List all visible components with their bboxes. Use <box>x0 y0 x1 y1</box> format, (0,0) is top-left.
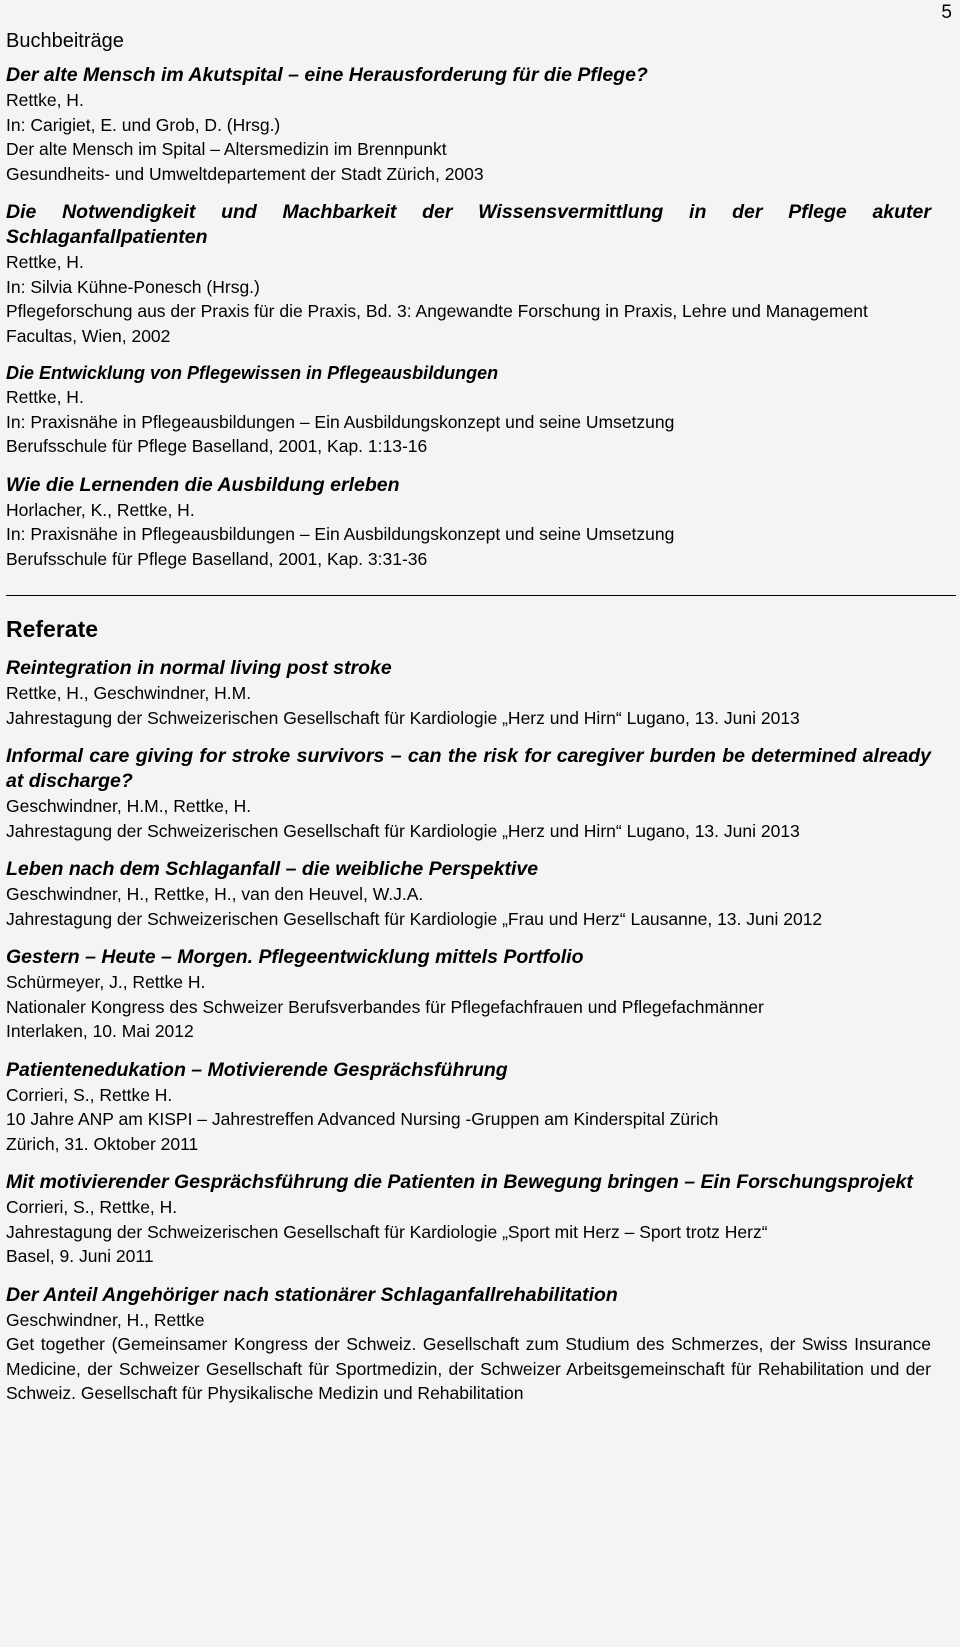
entry-title: Mit motivierender Gesprächsführung die Patienten in Bewegung bringen – Ein Forschungsprojekt <box>6 1171 913 1193</box>
talk-entry <box>6 744 931 843</box>
talk-entry <box>6 1170 931 1269</box>
entry-line: Berufsschule für Pflege Baselland, 2001, Kap. 1:13-16 <box>6 436 428 456</box>
entry-title: Gestern – Heute – Morgen. Pflegeentwicklung mittels Portfolio <box>6 946 584 968</box>
entry-title: Die Notwendigkeit und Machbarkeit der Wissensvermittlung in der Pflege akuter Schlaganfallpatienten <box>6 201 931 248</box>
entry-line: Jahrestagung der Schweizerischen Gesellschaft für Kardiologie „Frau und Herz“ Lausanne, 13. Juni 2012 <box>6 908 823 929</box>
entry-line: Gesundheits- und Umweltdepartement der Stadt Zürich, 2003 <box>6 163 484 184</box>
entry-title: Informal care giving for stroke survivors – can the risk for caregiver burden be determined already at discharge? <box>6 745 931 792</box>
entry-line: In: Praxisnähe in Pflegeausbildungen – Ein Ausbildungskonzept und seine Umsetzung <box>6 524 675 544</box>
entry-line: Jahrestagung der Schweizerischen Gesellschaft für Kardiologie „Herz und Hirn“ Lugano, 13. Juni 2013 <box>6 707 800 728</box>
entry-line: Der alte Mensch im Spital – Altersmedizin im Brennpunkt <box>6 139 447 159</box>
entry-title: Der Anteil Angehöriger nach stationärer Schlaganfallrehabilitation <box>6 1283 618 1306</box>
entry-line: Jahrestagung der Schweizerischen Gesellschaft für Kardiologie „Herz und Hirn“ Lugano, 13. Juni 2013 <box>6 820 800 841</box>
entry-line: Facultas, Wien, 2002 <box>6 325 171 346</box>
section-referate <box>6 614 931 1406</box>
publication-entry <box>6 473 931 572</box>
talk-entry <box>6 1058 931 1157</box>
entry-line: Zürich, 31. Oktober 2011 <box>6 1133 199 1154</box>
section-heading: Buchbeiträge <box>6 30 124 52</box>
entry-line: Basel, 9. Juni 2011 <box>6 1246 154 1266</box>
document-body <box>6 28 931 1420</box>
entry-line: Geschwindner, H., Rettke, H., van den Heuvel, W.J.A. <box>6 884 424 904</box>
entry-line: In: Silvia Kühne-Ponesch (Hrsg.) <box>6 276 260 297</box>
entry-line: Nationaler Kongress des Schweizer Berufsverbandes für Pflegefachfrauen und Pflegefachmänner <box>6 996 764 1017</box>
entry-line: Rettke, H., Geschwindner, H.M. <box>6 683 252 703</box>
entry-line: Get together (Gemeinsamer Kongress der Schweiz. Gesellschaft zum Studium des Schmerzes, der Swiss Insurance Medicine, der Schweizer Gesellschaft für Sportmedizin, der Schweizer Arbeitsgemeinschaft für Rehabilitation und der Schweiz. Gesellschaft für Physikalische Medizin und Rehabilitation <box>6 1334 931 1403</box>
entry-title: Leben nach dem Schlaganfall – die weibliche Perspektive <box>6 858 539 880</box>
entry-title: Patientenedukation – Motivierende Gesprächsführung <box>6 1058 508 1081</box>
entry-line: In: Carigiet, E. und Grob, D. (Hrsg.) <box>6 114 281 135</box>
entry-title: Der alte Mensch im Akutspital – eine Herausforderung für die Pflege? <box>6 64 648 86</box>
entry-line: Geschwindner, H.M., Rettke, H. <box>6 796 252 816</box>
section-heading: Referate <box>6 616 99 642</box>
entry-line: Berufsschule für Pflege Baselland, 2001, Kap. 3:31-36 <box>6 548 428 569</box>
talk-entry <box>6 945 931 1044</box>
publication-entry <box>6 63 931 186</box>
entry-line: Interlaken, 10. Mai 2012 <box>6 1021 194 1041</box>
talk-entry <box>6 857 931 931</box>
entry-title: Wie die Lernenden die Ausbildung erleben <box>6 473 400 496</box>
entry-line: Corrieri, S., Rettke, H. <box>6 1197 178 1217</box>
publication-entry <box>6 362 931 459</box>
entry-title: Reintegration in normal living post stroke <box>6 657 392 679</box>
section-divider <box>6 595 956 596</box>
entry-line: Rettke, H. <box>6 387 84 407</box>
talk-entry <box>6 1283 931 1406</box>
entry-title: Die Entwicklung von Pflegewissen in Pflegeausbildungen <box>6 363 499 383</box>
entry-line: Jahrestagung der Schweizerischen Gesellschaft für Kardiologie „Sport mit Herz – Sport trotz Herz“ <box>6 1221 768 1242</box>
entry-line: Horlacher, K., Rettke, H. <box>6 499 195 520</box>
entry-line: In: Praxisnähe in Pflegeausbildungen – Ein Ausbildungskonzept und seine Umsetzung <box>6 411 675 432</box>
entry-line: Schürmeyer, J., Rettke H. <box>6 972 206 992</box>
publication-entry <box>6 200 931 348</box>
entry-line: 10 Jahre ANP am KISPI – Jahrestreffen Advanced Nursing -Gruppen am Kinderspital Zürich <box>6 1109 719 1129</box>
section-buchbeitraege <box>6 28 931 571</box>
entry-line: Pflegeforschung aus der Praxis für die Praxis, Bd. 3: Angewandte Forschung in Praxis, Lehre und Management <box>6 301 868 321</box>
page-number: 5 <box>941 2 952 23</box>
entry-line: Corrieri, S., Rettke H. <box>6 1084 173 1105</box>
entry-line: Rettke, H. <box>6 252 84 272</box>
entry-line: Rettke, H. <box>6 90 84 110</box>
entry-line: Geschwindner, H., Rettke <box>6 1309 205 1330</box>
talk-entry <box>6 656 931 730</box>
